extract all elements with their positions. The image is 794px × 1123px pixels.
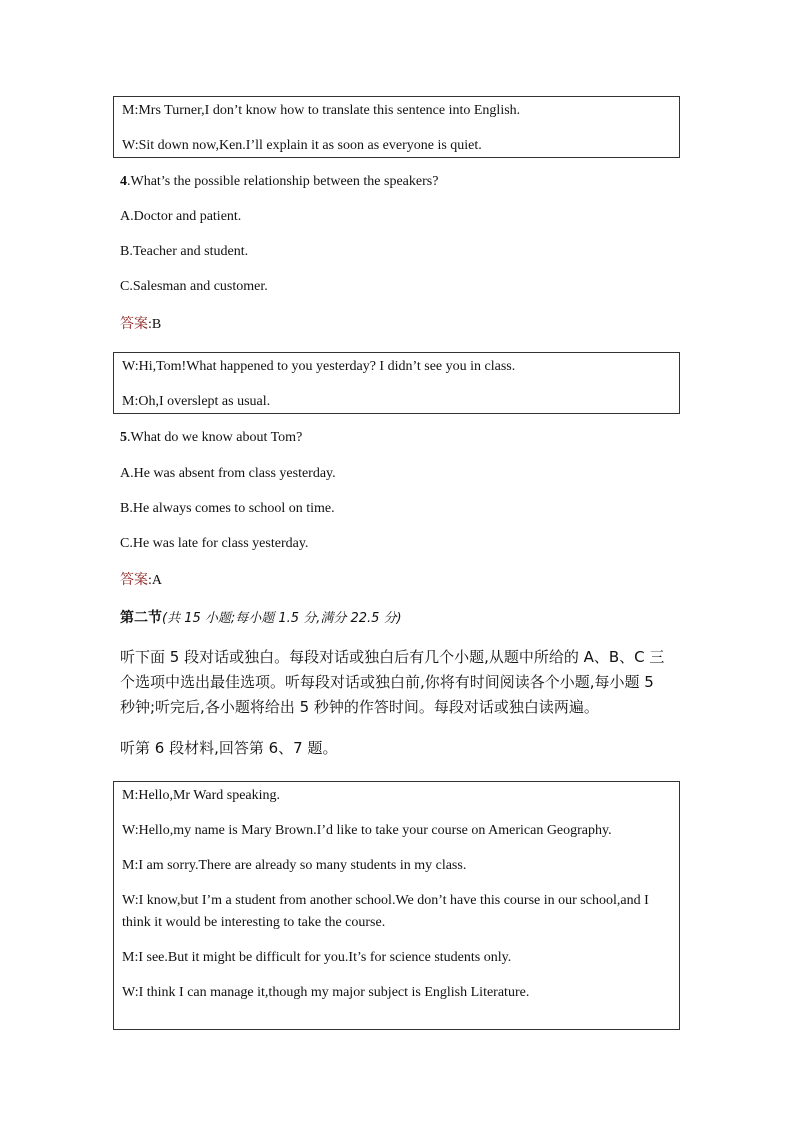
question-5 [120, 428, 302, 448]
option-b: B.He always comes to school on time. [120, 501, 335, 516]
option-b: B.Teacher and student. [120, 244, 249, 259]
option-c: C.He was late for class yesterday. [120, 536, 309, 551]
question-text: .What do we know about Tom? [127, 430, 303, 445]
option-a: A.He was absent from class yesterday. [120, 466, 336, 481]
dialogue-line: W:Hi,Tom!What happened to you yesterday? I didn’t see you in class. [122, 359, 516, 374]
dialogue-line: W:Sit down now,Ken.I’ll explain it as soon as everyone is quiet. [122, 138, 482, 153]
dialogue-box-2 [113, 352, 680, 414]
dialogue-line: M:Mrs Turner,I don’t know how to translate this sentence into English. [122, 103, 521, 118]
section-title: 第二节 [120, 610, 162, 626]
answer-label: 答案 [120, 316, 148, 332]
answer-value: :A [148, 573, 162, 588]
question-4 [120, 172, 438, 192]
dialogue-line: W:Hello,my name is Mary Brown.I’d like to take your course on American Geography. [122, 823, 612, 838]
option-c: C.Salesman and customer. [120, 279, 268, 294]
dialogue-line: W:I think I can manage it,though my major subject is English Literature. [122, 985, 530, 1000]
dialogue-box-3 [113, 781, 680, 1030]
section-heading [120, 608, 402, 629]
answer-q5 [120, 570, 162, 591]
answer-q4 [120, 314, 161, 335]
dialogue-line: M:Hello,Mr Ward speaking. [122, 788, 281, 803]
dialogue-line: M:I am sorry.There are already so many students in my class. [122, 858, 467, 873]
instructions-paragraph: 听下面 5 段对话或独白。每段对话或独白后有几个小题,从题中所给的 A、B、C 三个选项中选出最佳选项。听每段对话或独白前,你将有时间阅读各个小题,每小题 5 秒钟;听完后,各小题将给出 5 秒钟的作答时间。每段对话或独白读两遍。 [120, 648, 665, 716]
question-text: .What’s the possible relationship between the speakers? [127, 174, 439, 189]
answer-label: 答案 [120, 572, 148, 588]
question-number: 5 [120, 430, 127, 445]
answer-value: :B [148, 317, 162, 332]
dialogue-line: M:Oh,I overslept as usual. [122, 394, 271, 409]
option-a: A.Doctor and patient. [120, 209, 242, 224]
dialogue-line: M:I see.But it might be difficult for you.It’s for science students only. [122, 950, 512, 965]
material-prompt: 听第 6 段材料,回答第 6、7 题。 [120, 739, 338, 757]
dialogue-box-1 [113, 96, 680, 158]
section-detail: (共 15 小题;每小题 1.5 分,满分 22.5 分) [162, 611, 402, 626]
question-number: 4 [120, 174, 127, 189]
dialogue-line: W:I know,but I’m a student from another school.We don’t have this course in our school,and I think it would be interesting to take the course. [122, 893, 649, 930]
